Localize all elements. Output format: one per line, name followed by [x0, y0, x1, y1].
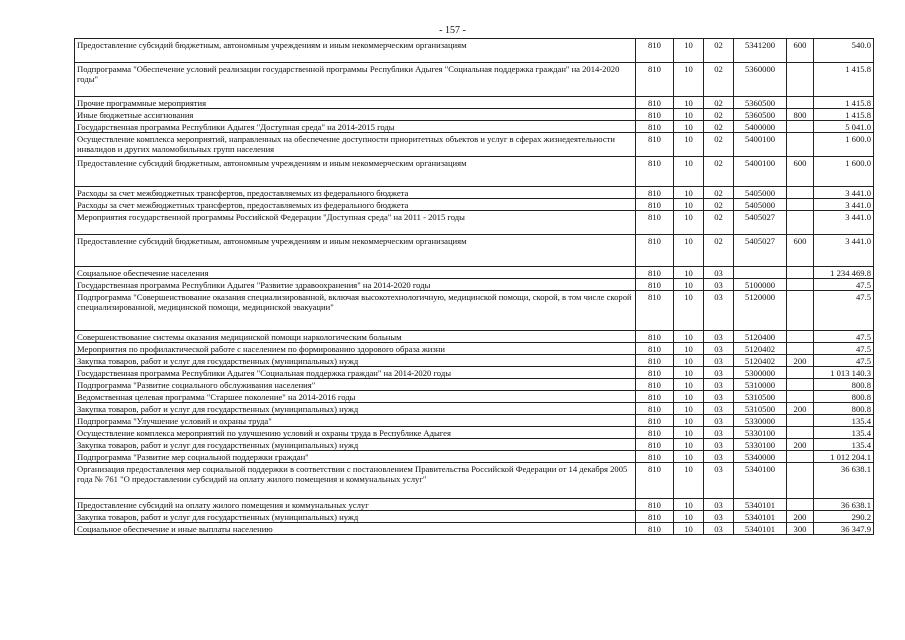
target-article-code: 5405027 [734, 211, 787, 235]
table-row [75, 279, 874, 291]
subsection-code: 02 [704, 157, 734, 187]
table-row [75, 235, 874, 267]
table-row [75, 199, 874, 211]
subsection-code: 02 [704, 211, 734, 235]
amount-cell: 3 441.0 [814, 199, 874, 211]
table-row [75, 331, 874, 343]
section-code: 10 [674, 331, 704, 343]
subsection-code: 03 [704, 451, 734, 463]
section-code: 10 [674, 235, 704, 267]
section-code: 10 [674, 109, 704, 121]
ministry-code: 810 [636, 367, 674, 379]
target-article-code: 5120400 [734, 331, 787, 343]
amount-cell: 36 638.1 [814, 499, 874, 511]
subsection-code: 02 [704, 39, 734, 63]
expense-type-code [787, 331, 814, 343]
row-name: Государственная программа Республики Адыгея "Доступная среда" на 2014-2015 годы [75, 121, 636, 133]
row-name: Закупка товаров, работ и услуг для государственных (муниципальных) нужд [75, 355, 636, 367]
target-article-code: 5405000 [734, 199, 787, 211]
subsection-code: 03 [704, 403, 734, 415]
table-row [75, 121, 874, 133]
section-code: 10 [674, 133, 704, 157]
row-name: Иные бюджетные ассигнования [75, 109, 636, 121]
target-article-code: 5330100 [734, 427, 787, 439]
ministry-code: 810 [636, 391, 674, 403]
subsection-code: 03 [704, 367, 734, 379]
expense-type-code [787, 199, 814, 211]
table-row [75, 415, 874, 427]
table-row [75, 451, 874, 463]
target-article-code: 5330000 [734, 415, 787, 427]
amount-cell: 1 415.8 [814, 109, 874, 121]
table-row [75, 463, 874, 499]
row-name: Социальное обеспечение населения [75, 267, 636, 279]
table-row [75, 379, 874, 391]
section-code: 10 [674, 523, 704, 535]
target-article-code: 5360000 [734, 63, 787, 97]
ministry-code: 810 [636, 379, 674, 391]
expense-type-code [787, 451, 814, 463]
row-name: Подпрограмма "Совершенствование оказания специализированной, включая высокотехнологичную, медицинской помощи, скорой, в том числе скорой специализированной, медицинской помощи, медицинской эвакуации" [75, 291, 636, 331]
expense-type-code: 200 [787, 355, 814, 367]
expense-type-code: 300 [787, 523, 814, 535]
expense-type-code [787, 291, 814, 331]
target-article-code: 5120402 [734, 355, 787, 367]
target-article-code [734, 267, 787, 279]
subsection-code: 02 [704, 235, 734, 267]
row-name: Закупка товаров, работ и услуг для государственных (муниципальных) нужд [75, 511, 636, 523]
row-name: Предоставление субсидий бюджетным, автономным учреждениям и иным некоммерческим организациям [75, 157, 636, 187]
ministry-code: 810 [636, 463, 674, 499]
amount-cell: 135.4 [814, 415, 874, 427]
table-row [75, 133, 874, 157]
subsection-code: 03 [704, 415, 734, 427]
expense-type-code [787, 391, 814, 403]
subsection-code: 03 [704, 343, 734, 355]
ministry-code: 810 [636, 97, 674, 109]
table-row [75, 427, 874, 439]
row-name: Ведомственная целевая программа "Старшее поколение" на 2014-2016 годы [75, 391, 636, 403]
ministry-code: 810 [636, 235, 674, 267]
amount-cell: 47.5 [814, 331, 874, 343]
table-row [75, 39, 874, 63]
ministry-code: 810 [636, 523, 674, 535]
subsection-code: 02 [704, 187, 734, 199]
subsection-code: 02 [704, 199, 734, 211]
ministry-code: 810 [636, 355, 674, 367]
section-code: 10 [674, 367, 704, 379]
expense-type-code [787, 187, 814, 199]
target-article-code: 5400100 [734, 133, 787, 157]
row-name: Совершенствование системы оказания медицинской помощи наркологическим больным [75, 331, 636, 343]
row-name: Осуществление комплекса мероприятий, направленных на обеспечение доступности приоритетных объектов и услуг в сферах жизнедеятельности инвалидов и других маломобильных групп населения [75, 133, 636, 157]
section-code: 10 [674, 343, 704, 355]
table-row [75, 291, 874, 331]
section-code: 10 [674, 355, 704, 367]
section-code: 10 [674, 291, 704, 331]
table-row [75, 403, 874, 415]
table-row [75, 97, 874, 109]
subsection-code: 03 [704, 427, 734, 439]
subsection-code: 03 [704, 279, 734, 291]
ministry-code: 810 [636, 267, 674, 279]
table-row [75, 109, 874, 121]
section-code: 10 [674, 157, 704, 187]
row-name: Подпрограмма "Обеспечение условий реализации государственной программы Республики Адыгея "Социальная поддержка граждан" на 2014-2020 годы" [75, 63, 636, 97]
section-code: 10 [674, 379, 704, 391]
amount-cell: 47.5 [814, 279, 874, 291]
ministry-code: 810 [636, 199, 674, 211]
table-row [75, 439, 874, 451]
expense-type-code [787, 367, 814, 379]
ministry-code: 810 [636, 109, 674, 121]
subsection-code: 03 [704, 291, 734, 331]
expense-type-code [787, 121, 814, 133]
table-row [75, 499, 874, 511]
section-code: 10 [674, 391, 704, 403]
section-code: 10 [674, 187, 704, 199]
ministry-code: 810 [636, 133, 674, 157]
ministry-code: 810 [636, 343, 674, 355]
expense-type-code: 200 [787, 439, 814, 451]
amount-cell: 3 441.0 [814, 211, 874, 235]
amount-cell: 290.2 [814, 511, 874, 523]
expense-type-code [787, 415, 814, 427]
subsection-code: 03 [704, 439, 734, 451]
section-code: 10 [674, 39, 704, 63]
subsection-code: 03 [704, 499, 734, 511]
subsection-code: 03 [704, 511, 734, 523]
section-code: 10 [674, 279, 704, 291]
expense-type-code [787, 267, 814, 279]
expense-type-code: 200 [787, 511, 814, 523]
target-article-code: 5360500 [734, 97, 787, 109]
target-article-code: 5405000 [734, 187, 787, 199]
subsection-code: 02 [704, 63, 734, 97]
ministry-code: 810 [636, 403, 674, 415]
row-name: Предоставление субсидий бюджетным, автономным учреждениям и иным некоммерческим организациям [75, 39, 636, 63]
target-article-code: 5310500 [734, 391, 787, 403]
target-article-code: 5330100 [734, 439, 787, 451]
table-row [75, 355, 874, 367]
amount-cell: 3 441.0 [814, 187, 874, 199]
section-code: 10 [674, 511, 704, 523]
table-row [75, 211, 874, 235]
ministry-code: 810 [636, 63, 674, 97]
amount-cell: 47.5 [814, 355, 874, 367]
section-code: 10 [674, 63, 704, 97]
table-row [75, 63, 874, 97]
subsection-code: 03 [704, 331, 734, 343]
amount-cell: 1 600.0 [814, 157, 874, 187]
amount-cell: 1 012 204.1 [814, 451, 874, 463]
amount-cell: 135.4 [814, 427, 874, 439]
row-name: Закупка товаров, работ и услуг для государственных (муниципальных) нужд [75, 439, 636, 451]
row-name: Государственная программа Республики Адыгея "Развитие здравоохранения" на 2014-2020 годы [75, 279, 636, 291]
row-name: Мероприятия по профилактической работе с населением по формированию здорового образа жизни [75, 343, 636, 355]
target-article-code: 5405027 [734, 235, 787, 267]
row-name: Подпрограмма "Развитие мер социальной поддержки граждан" [75, 451, 636, 463]
section-code: 10 [674, 403, 704, 415]
amount-cell: 47.5 [814, 291, 874, 331]
expense-type-code: 600 [787, 39, 814, 63]
expense-type-code: 600 [787, 157, 814, 187]
target-article-code: 5310500 [734, 403, 787, 415]
section-code: 10 [674, 463, 704, 499]
expense-type-code [787, 499, 814, 511]
table-row [75, 267, 874, 279]
row-name: Мероприятия государственной программы Российской Федерации "Доступная среда" на 2011 - 2015 годы [75, 211, 636, 235]
amount-cell: 3 441.0 [814, 235, 874, 267]
target-article-code: 5340101 [734, 499, 787, 511]
expense-type-code [787, 63, 814, 97]
expense-type-code [787, 211, 814, 235]
subsection-code: 03 [704, 523, 734, 535]
target-article-code: 5300000 [734, 367, 787, 379]
ministry-code: 810 [636, 291, 674, 331]
row-name: Организация предоставления мер социальной поддержки в соответствии с постановлением Правительства Российской Федерации от 14 декабря 2005 года № 761 "О предоставлении субсидий на оплату жилого помещения и коммунальных услуг" [75, 463, 636, 499]
section-code: 10 [674, 415, 704, 427]
expense-type-code [787, 379, 814, 391]
row-name: Осуществление комплекса мероприятий по улучшению условий и охраны труда в Республике Адыгея [75, 427, 636, 439]
target-article-code: 5340100 [734, 463, 787, 499]
subsection-code: 03 [704, 391, 734, 403]
section-code: 10 [674, 499, 704, 511]
expense-type-code: 800 [787, 109, 814, 121]
ministry-code: 810 [636, 157, 674, 187]
expense-type-code [787, 97, 814, 109]
row-name: Прочие программные мероприятия [75, 97, 636, 109]
row-name: Подпрограмма "Улучшение условий и охраны труда" [75, 415, 636, 427]
section-code: 10 [674, 199, 704, 211]
row-name: Предоставление субсидий бюджетным, автономным учреждениям и иным некоммерческим организациям [75, 235, 636, 267]
table-row [75, 367, 874, 379]
target-article-code: 5360500 [734, 109, 787, 121]
table-row [75, 523, 874, 535]
table-row [75, 187, 874, 199]
subsection-code: 03 [704, 379, 734, 391]
row-name: Расходы за счет межбюджетных трансфертов, предоставляемых из федерального бюджета [75, 187, 636, 199]
amount-cell: 800.8 [814, 403, 874, 415]
table-row [75, 343, 874, 355]
target-article-code: 5100000 [734, 279, 787, 291]
ministry-code: 810 [636, 121, 674, 133]
amount-cell: 1 013 140.3 [814, 367, 874, 379]
row-name: Социальное обеспечение и иные выплаты населению [75, 523, 636, 535]
amount-cell: 47.5 [814, 343, 874, 355]
ministry-code: 810 [636, 439, 674, 451]
row-name: Закупка товаров, работ и услуг для государственных (муниципальных) нужд [75, 403, 636, 415]
expense-type-code [787, 343, 814, 355]
amount-cell: 36 638.1 [814, 463, 874, 499]
budget-table [74, 38, 874, 535]
amount-cell: 1 415.8 [814, 63, 874, 97]
amount-cell: 1 600.0 [814, 133, 874, 157]
amount-cell: 135.4 [814, 439, 874, 451]
expense-type-code [787, 463, 814, 499]
amount-cell: 1 234 469.8 [814, 267, 874, 279]
amount-cell: 36 347.9 [814, 523, 874, 535]
section-code: 10 [674, 97, 704, 109]
ministry-code: 810 [636, 331, 674, 343]
target-article-code: 5340000 [734, 451, 787, 463]
section-code: 10 [674, 439, 704, 451]
subsection-code: 03 [704, 267, 734, 279]
subsection-code: 02 [704, 97, 734, 109]
amount-cell: 1 415.8 [814, 97, 874, 109]
section-code: 10 [674, 427, 704, 439]
section-code: 10 [674, 121, 704, 133]
target-article-code: 5310000 [734, 379, 787, 391]
target-article-code: 5120402 [734, 343, 787, 355]
subsection-code: 02 [704, 109, 734, 121]
ministry-code: 810 [636, 279, 674, 291]
ministry-code: 810 [636, 511, 674, 523]
amount-cell: 800.8 [814, 379, 874, 391]
subsection-code: 02 [704, 133, 734, 157]
subsection-code: 02 [704, 121, 734, 133]
target-article-code: 5341200 [734, 39, 787, 63]
budget-table-body [75, 39, 874, 535]
table-row [75, 157, 874, 187]
ministry-code: 810 [636, 187, 674, 199]
section-code: 10 [674, 211, 704, 235]
expense-type-code [787, 133, 814, 157]
row-name: Подпрограмма "Развитие социального обслуживания населения" [75, 379, 636, 391]
section-code: 10 [674, 267, 704, 279]
subsection-code: 03 [704, 463, 734, 499]
amount-cell: 5 041.0 [814, 121, 874, 133]
amount-cell: 800.8 [814, 391, 874, 403]
target-article-code: 5400000 [734, 121, 787, 133]
row-name: Расходы за счет межбюджетных трансфертов, предоставляемых из федерального бюджета [75, 199, 636, 211]
section-code: 10 [674, 451, 704, 463]
target-article-code: 5400100 [734, 157, 787, 187]
row-name: Государственная программа Республики Адыгея "Социальная поддержка граждан" на 2014-2020 годы [75, 367, 636, 379]
table-row [75, 511, 874, 523]
subsection-code: 03 [704, 355, 734, 367]
target-article-code: 5340101 [734, 523, 787, 535]
target-article-code: 5120000 [734, 291, 787, 331]
ministry-code: 810 [636, 415, 674, 427]
amount-cell: 540.0 [814, 39, 874, 63]
expense-type-code [787, 279, 814, 291]
ministry-code: 810 [636, 211, 674, 235]
ministry-code: 810 [636, 499, 674, 511]
expense-type-code: 600 [787, 235, 814, 267]
ministry-code: 810 [636, 39, 674, 63]
page-number: - 157 - [439, 25, 466, 36]
row-name: Предоставление субсидий на оплату жилого помещения и коммунальных услуг [75, 499, 636, 511]
ministry-code: 810 [636, 451, 674, 463]
expense-type-code [787, 427, 814, 439]
ministry-code: 810 [636, 427, 674, 439]
table-row [75, 391, 874, 403]
target-article-code: 5340101 [734, 511, 787, 523]
expense-type-code: 200 [787, 403, 814, 415]
